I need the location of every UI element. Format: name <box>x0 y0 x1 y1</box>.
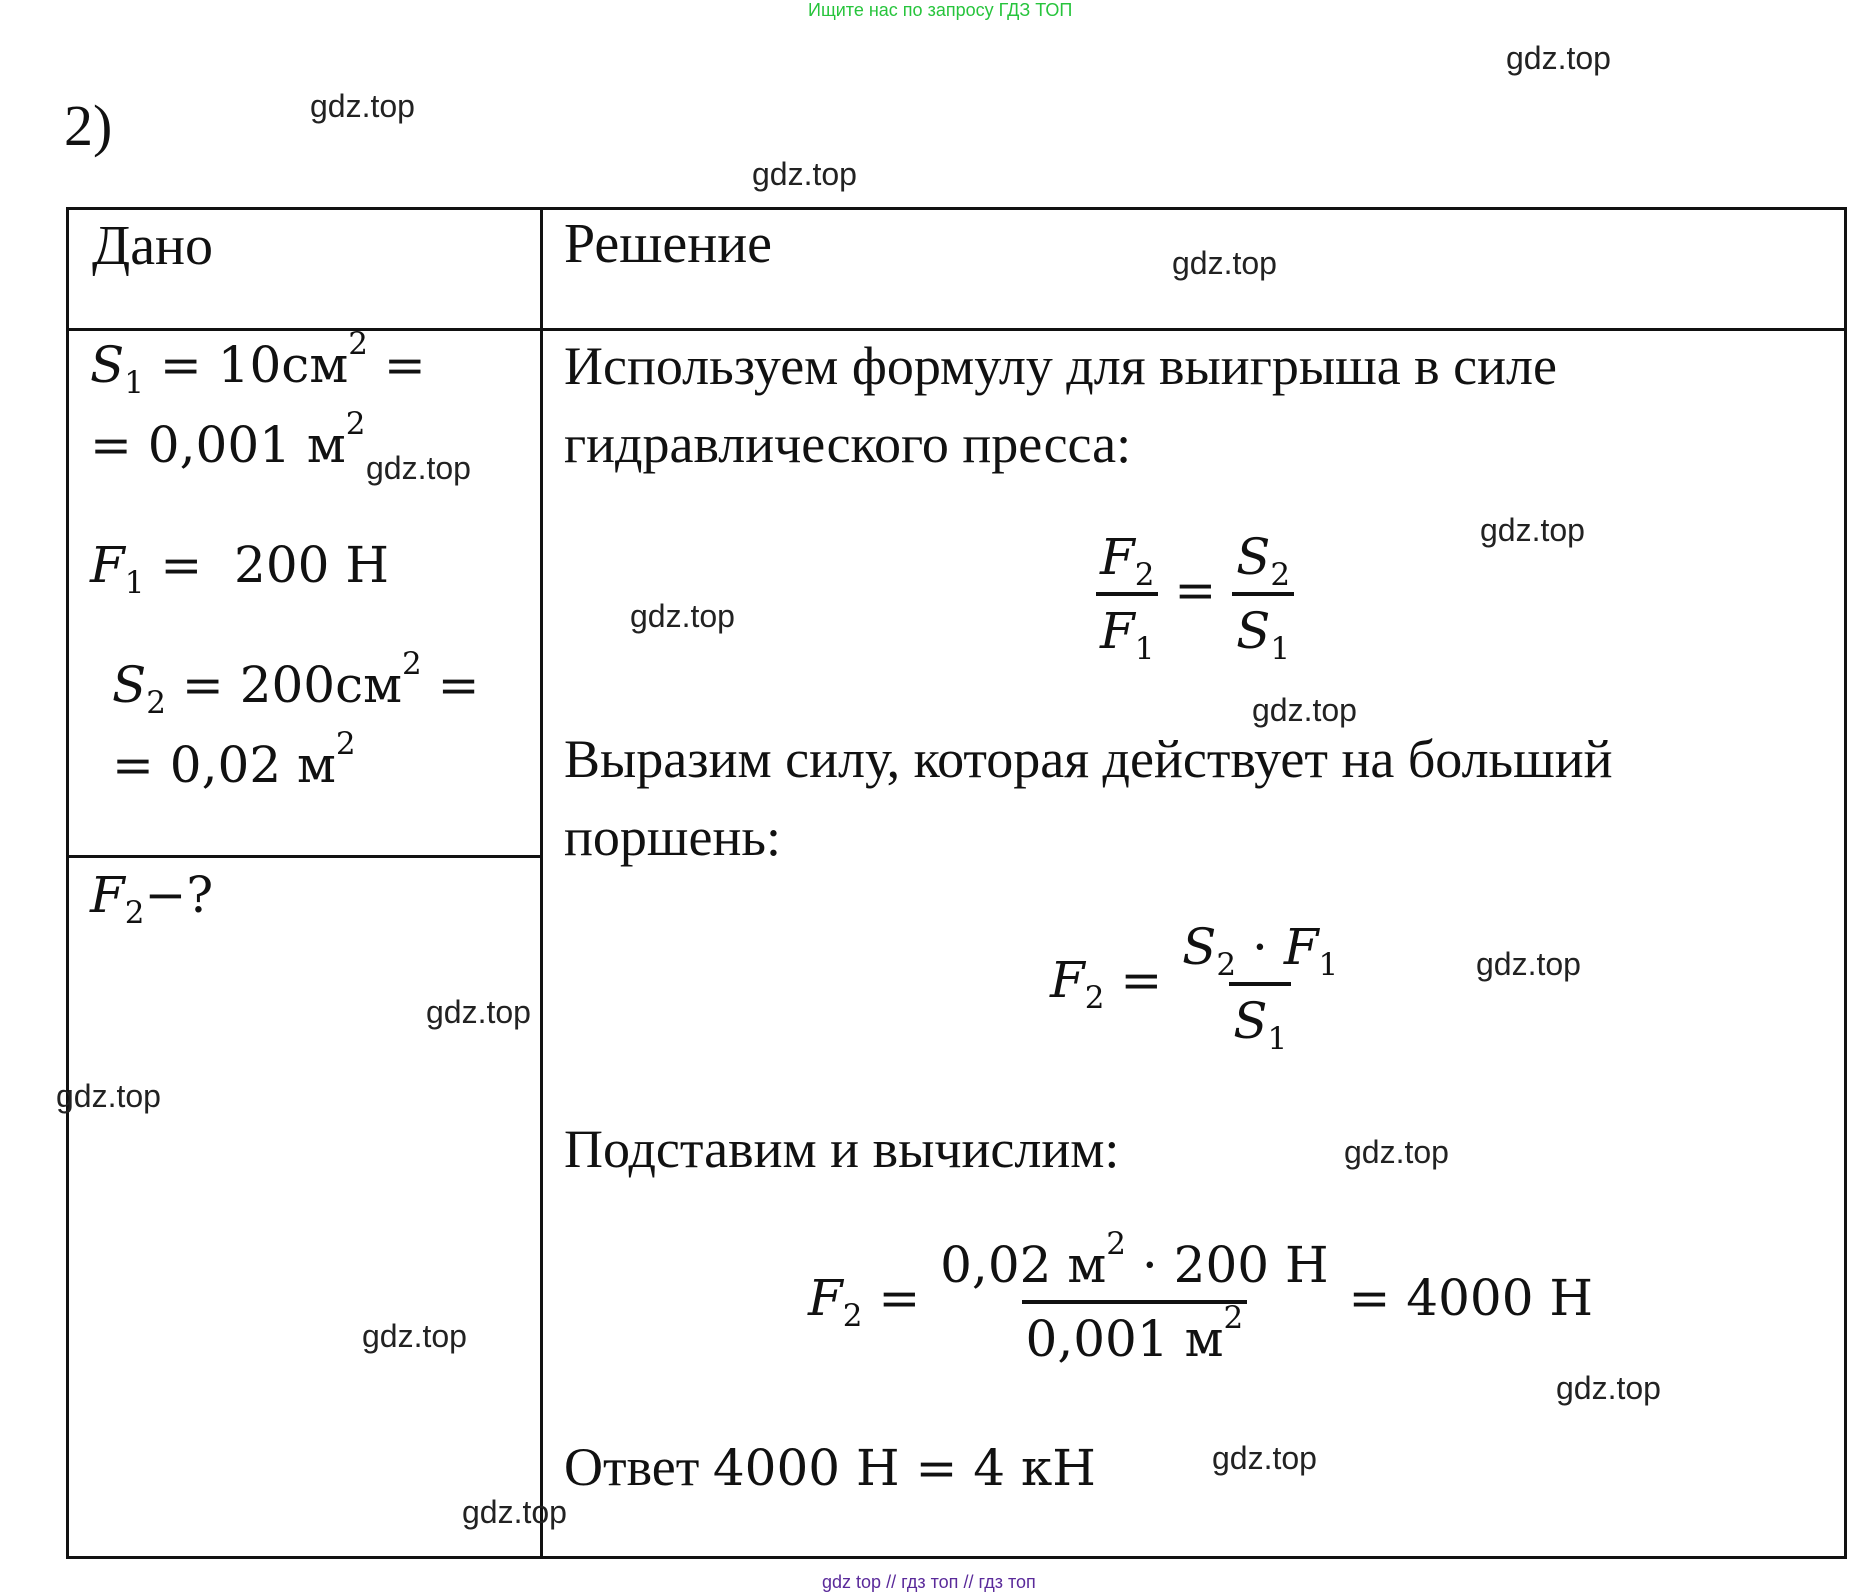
task-number: 2) <box>64 93 113 158</box>
calculation-result: 4000 Н <box>1406 1269 1594 1327</box>
given-s1: $S_1 = 10см^2$ = <box>90 326 426 401</box>
watermark: gdz.top <box>426 994 531 1030</box>
watermark: gdz.top <box>56 1078 161 1114</box>
table-header-divider <box>66 328 1847 331</box>
watermark: gdz.top <box>1172 245 1277 281</box>
fraction-s2f1-s1: $\frac{S_2 \cdot F_1}{S_1}$ <box>1182 918 1339 1057</box>
table-border-right <box>1844 207 1847 1559</box>
solution-substitute: Подставим и вычислим: <box>564 1119 1120 1179</box>
table-border-left <box>66 207 69 1559</box>
find-f2: $F_2-$? <box>90 866 214 931</box>
fraction-s2-s1: $\frac{S_2}{S_1}$ <box>1232 528 1294 660</box>
formula-f2: $F_2$ = $\frac{S_2 \cdot F_1}{S_1}$ <box>1050 918 1342 1050</box>
given-find-divider <box>66 855 543 858</box>
fraction-f2-f1: $\frac{F_2}{F_1}$ <box>1096 528 1158 660</box>
formula-calculation: $F_2$ = $\frac{0,02 м^2 \cdot 200 Н}{0,001 м^2}$ = 4000 Н <box>808 1226 1594 1368</box>
watermark: gdz.top <box>630 598 735 634</box>
table-border-top <box>66 207 1847 210</box>
answer-line: Ответ 4000 Н = 4 кН <box>564 1437 1096 1497</box>
watermark: gdz.top <box>1506 40 1611 76</box>
solution-express-line-1: Выразим силу, которая действует на больший <box>564 729 1613 789</box>
top-banner: Ищите нас по запросу ГДЗ ТОП <box>808 0 1073 20</box>
watermark: gdz.top <box>310 88 415 124</box>
solution-intro-line-1: Используем формулу для выигрыша в силе <box>564 336 1557 396</box>
given-header: Дано <box>92 215 214 277</box>
given-s1-converted: = 0,001 $м^2$ <box>90 406 366 474</box>
given-f1: $F_1 = 200$ Н <box>90 536 389 601</box>
watermark: gdz.top <box>1480 512 1585 548</box>
watermark: gdz.top <box>366 450 471 486</box>
solution-intro-line-2: гидравлического пресса: <box>564 414 1132 474</box>
watermark: gdz.top <box>1344 1134 1449 1170</box>
bottom-banner: gdz top // гдз топ // гдз топ <box>822 1572 1036 1592</box>
watermark: gdz.top <box>1212 1440 1317 1476</box>
watermark: gdz.top <box>462 1494 567 1530</box>
table-column-divider <box>540 207 543 1559</box>
watermark: gdz.top <box>1556 1370 1661 1406</box>
watermark: gdz.top <box>1252 692 1357 728</box>
formula-force-ratio: $\frac{F_2}{F_1}$ = $\frac{S_2}{S_1}$ <box>1096 528 1294 660</box>
fraction-numeric: $\frac{0,02 м^2 \cdot 200 Н}{0,001 м^2}$ <box>940 1226 1329 1368</box>
solution-express-line-2: поршень: <box>564 807 781 867</box>
solution-header: Решение <box>564 213 773 275</box>
given-s2-converted: = 0,02 $м^2$ <box>112 726 356 794</box>
watermark: gdz.top <box>1476 946 1581 982</box>
given-s2: $S_2 = 200см^2$ = <box>112 646 480 721</box>
watermark: gdz.top <box>752 156 857 192</box>
watermark: gdz.top <box>362 1318 467 1354</box>
table-border-bottom <box>66 1556 1847 1559</box>
